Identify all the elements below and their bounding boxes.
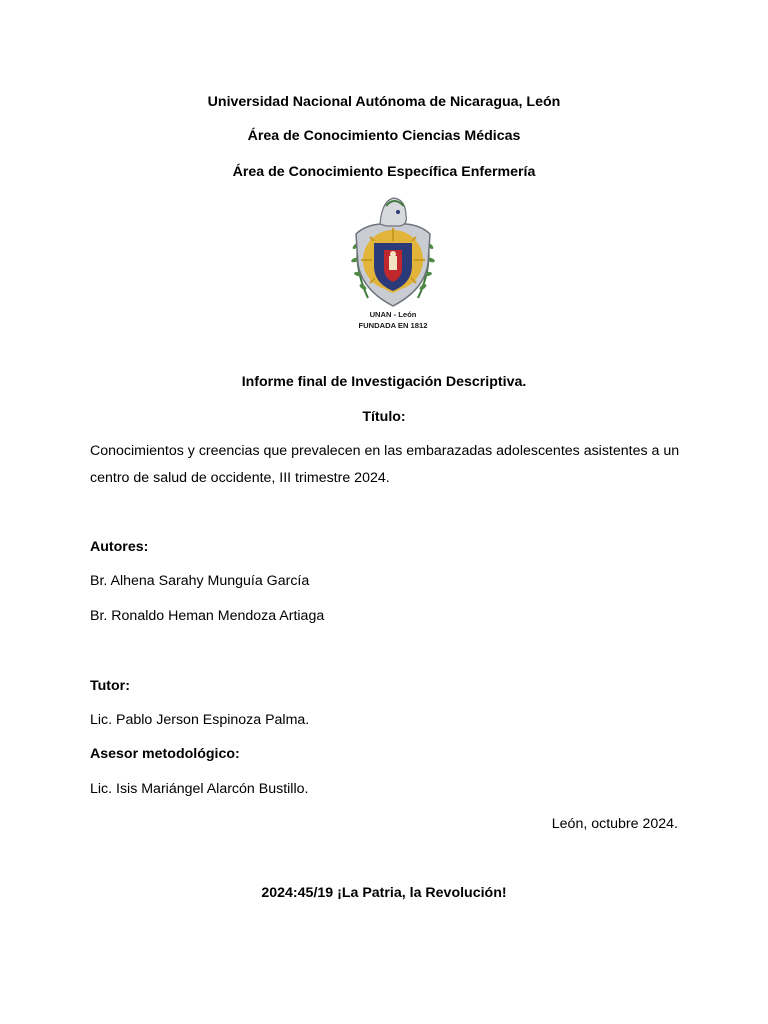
title-label: Título:: [362, 409, 406, 425]
logo-caption-founded: FUNDADA EN 1812: [358, 321, 428, 330]
motto: 2024:45/19 ¡La Patria, la Revolución!: [261, 885, 507, 901]
author-name: Br. Alhena Sarahy Munguía García: [90, 573, 310, 589]
advisor-label: Asesor metodológico:: [90, 746, 240, 762]
university-heading: Universidad Nacional Autónoma de Nicaragua, León: [207, 94, 561, 110]
place-date: León, octubre 2024.: [551, 816, 678, 832]
logo-caption-name: UNAN - León: [369, 310, 417, 319]
tutor-name: Lic. Pablo Jerson Espinoza Palma.: [90, 712, 310, 728]
specific-area-heading: Área de Conocimiento Específica Enfermería: [232, 164, 536, 180]
area-heading: Área de Conocimiento Ciencias Médicas: [247, 128, 521, 144]
title-text: Conocimientos y creencias que prevalecen en las embarazadas adolescentes asistentes a un centro de salud de occidente, III trimestre 2024.: [90, 443, 680, 486]
report-type: Informe final de Investigación Descriptiva.: [241, 374, 527, 390]
author-name: Br. Ronaldo Heman Mendoza Artiaga: [90, 608, 325, 624]
authors-label: Autores:: [90, 539, 149, 555]
advisor-name: Lic. Isis Mariángel Alarcón Bustillo.: [90, 781, 309, 797]
tutor-label: Tutor:: [90, 678, 130, 694]
